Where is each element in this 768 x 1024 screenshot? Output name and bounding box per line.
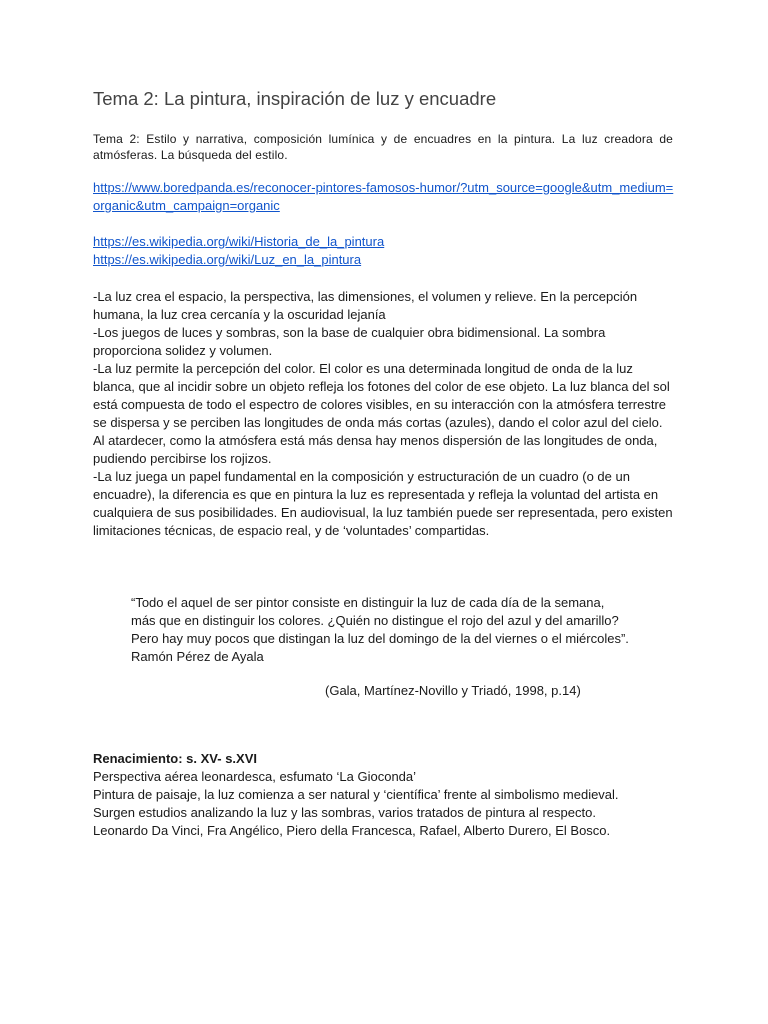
body-paragraphs — [93, 288, 673, 540]
paragraph-color: -La luz permite la percepción del color. El color es una determinada longitud de onda de la luz blanca, que al incidir sobre un objeto refleja los fotones del color de ese objeto. La luz blanca del sol está compuesta de todo el espectro de colores visibles, en su interacción con la atmósfera terrestre se dispersa y se perciben las longitudes de onda más cortas (azules), dando el color azul del cielo. Al atardecer, como la atmósfera está más densa hay menos dispersión de las longitudes de onda, pudiendo percibirse los rojizos. — [93, 361, 670, 466]
section-line: Pintura de paisaje, la luz comienza a ser natural y ‘científica’ frente al simbolismo medieval. — [93, 787, 619, 802]
section-renacimiento — [93, 750, 693, 840]
section-line: Leonardo Da Vinci, Fra Angélico, Piero della Francesca, Rafael, Alberto Durero, El Bosco. — [93, 823, 611, 838]
link-boredpanda[interactable]: https://www.boredpanda.es/reconocer-pintores-famosos-humor/?utm_source=google&utm_medium=organic&utm_campaign=organic — [93, 180, 674, 213]
quote-citation: (Gala, Martínez-Novillo y Triadó, 1998, p.14) — [325, 683, 581, 698]
link-group-1 — [93, 179, 678, 215]
section-heading: Renacimiento: s. XV- s.XVI — [93, 751, 257, 766]
link-wikipedia-luz[interactable]: https://es.wikipedia.org/wiki/Luz_en_la_pintura — [93, 252, 362, 267]
intro-paragraph: Tema 2: Estilo y narrativa, composición lumínica y de encuadres en la pintura. La luz creadora de atmósferas. La búsqueda del estilo. — [93, 132, 673, 162]
section-line: Surgen estudios analizando la luz y las sombras, varios tratados de pintura al respecto. — [93, 805, 596, 820]
link-wikipedia-historia[interactable]: https://es.wikipedia.org/wiki/Historia_de_la_pintura — [93, 234, 385, 249]
paragraph-composicion: -La luz juega un papel fundamental en la composición y estructuración de un cuadro (o de un encuadre), la diferencia es que en pintura la luz es representada y refleja la voluntad del artista en cualquiera de sus posibilidades. En audiovisual, la luz también puede ser representada, pero existen limitaciones técnicas, de espacio real, y de ‘voluntades’ compartidas. — [93, 469, 673, 538]
section-line: Perspectiva aérea leonardesca, esfumato ‘La Gioconda’ — [93, 769, 417, 784]
quote-block: “Todo el aquel de ser pintor consiste en distinguir la luz de cada día de la semana, más que en distinguir los colores. ¿Quién no distingue el rojo del azul y del amarillo? Pero hay muy pocos que distingan la luz del domingo de la del viernes o el miércoles”. Ramón Pérez de Ayala — [131, 595, 629, 664]
link-group-2 — [93, 233, 678, 269]
paragraph-espacio: -La luz crea el espacio, la perspectiva, las dimensiones, el volumen y relieve. En la percepción humana, la luz crea cercanía y la oscuridad lejanía — [93, 289, 638, 322]
document-title: Tema 2: La pintura, inspiración de luz y encuadre — [93, 88, 497, 109]
paragraph-sombras: -Los juegos de luces y sombras, son la base de cualquier obra bidimensional. La sombra proporciona solidez y volumen. — [93, 325, 606, 358]
